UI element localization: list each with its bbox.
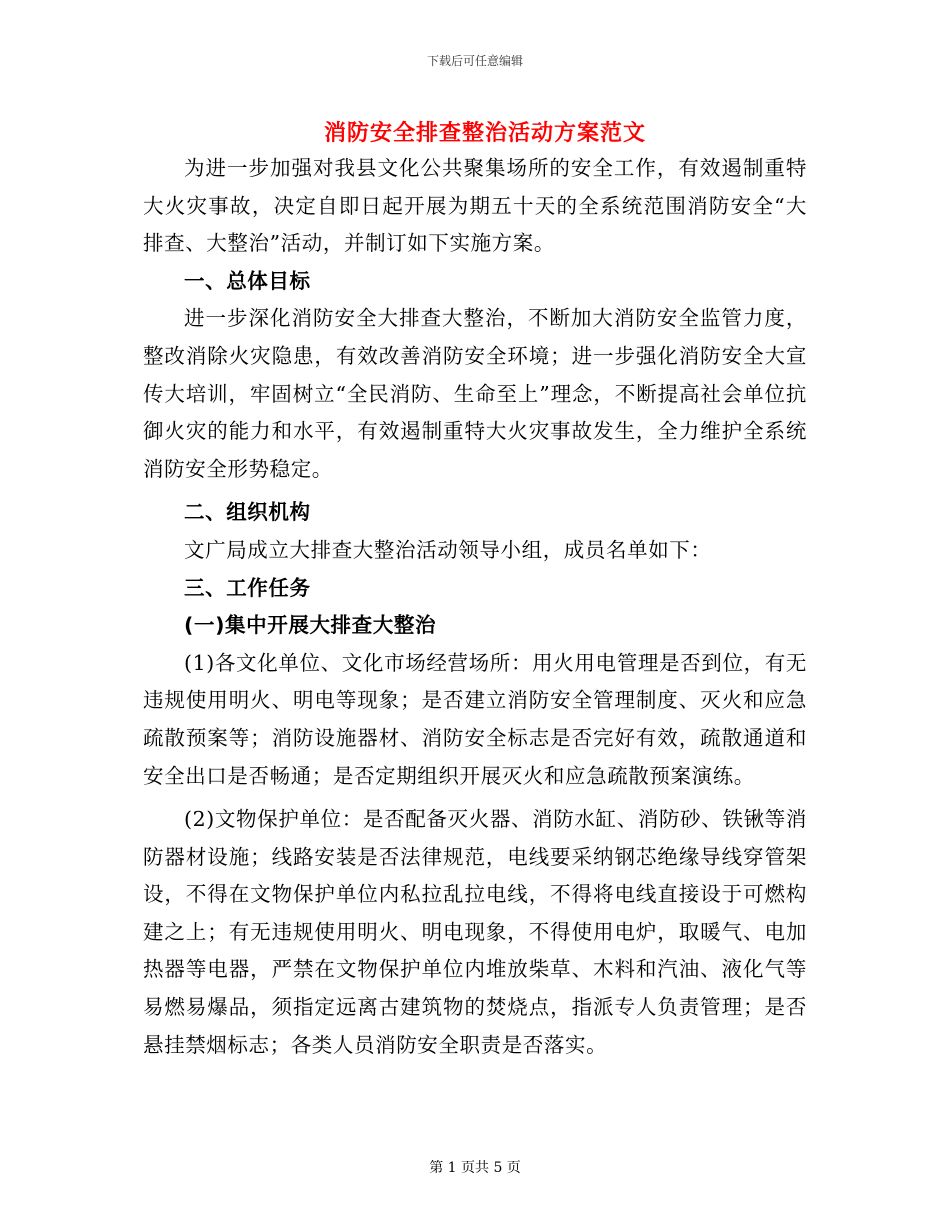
header-note: 下载后可任意编辑 [426, 54, 523, 68]
subsection-heading-inspection: (一)集中开展大排查大整治 [184, 613, 437, 638]
page-footer: 第 1 页共 5 页 [429, 1160, 521, 1176]
task-item-1: (1)各文化单位、文化市场经营场所：用火用电管理是否到位，有无违规使用明火、明电等现象；是否建立消防安全管理制度、灭火和应急疏散预案等；消防设施器材、消防安全标志是否完好有效，疏散通道和安全出口是否畅通；是否定期组织开展灭火和应急疏散预案演练。 [143, 650, 807, 788]
section-heading-tasks: 三、工作任务 [184, 575, 311, 600]
document-body [143, 150, 807, 1064]
section-heading-organization: 二、组织机构 [184, 500, 311, 525]
section-heading-goals: 一、总体目标 [184, 268, 311, 293]
goals-paragraph: 进一步深化消防安全大排查大整治，不断加大消防安全监管力度，整改消除火灾隐患，有效改善消防安全环境；进一步强化消防安全大宣传大培训，牢固树立“全民消防、生命至上”理念，不断提高社会单位抗御火灾的能力和水平，有效遏制重特大火灾事故发生，全力维护全系统消防安全形势稳定。 [143, 306, 807, 481]
intro-paragraph: 为进一步加强对我县文化公共聚集场所的安全工作，有效遏制重特大火灾事故，决定自即日起开展为期五十天的全系统范围消防安全“大排查、大整治”活动，并制订如下实施方案。 [143, 156, 807, 256]
task-item-2: (2)文物保护单位：是否配备灭火器、消防水缸、消防砂、铁锹等消防器材设施；线路安装是否法律规范，电线要采纳钢芯绝缘导线穿管架设，不得在文物保护单位内私拉乱拉电线，不得将电线直接设于可燃构建之上；有无违规使用明火、明电现象，不得使用电炉，取暖气、电加热器等电器，严禁在文物保护单位内堆放柴草、木料和汽油、液化气等易燃易爆品，须指定远离古建筑物的焚烧点，指派专人负责管理；是否悬挂禁烟标志；各类人员消防安全职责是否落实。 [143, 807, 807, 1057]
document-title: 消防安全排查整治活动方案范文 [323, 120, 646, 146]
organization-paragraph: 文广局成立大排查大整治活动领导小组，成员名单如下： [184, 537, 712, 562]
